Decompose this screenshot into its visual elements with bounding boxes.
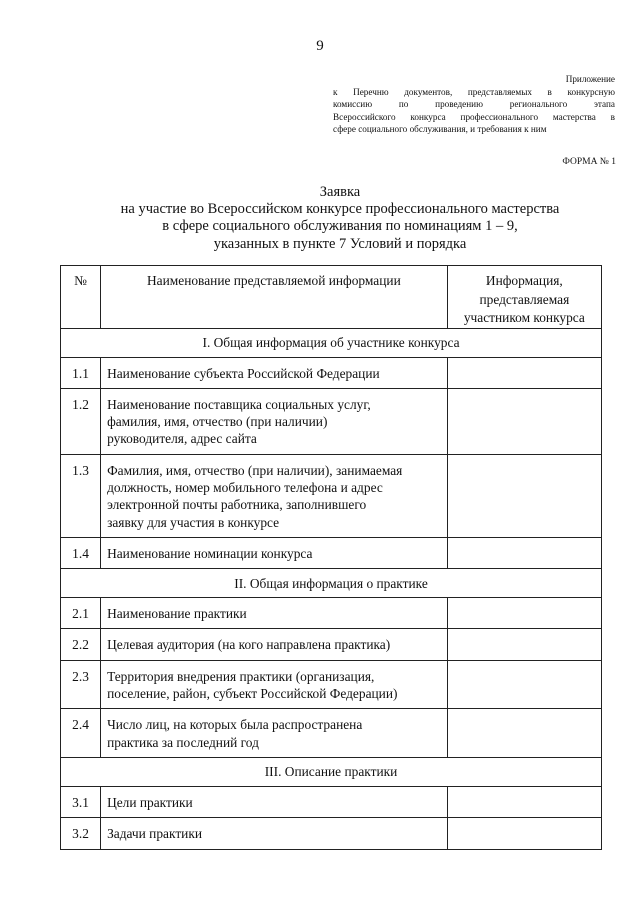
table-row [61,660,602,709]
table-row [61,629,602,660]
section-title: II. Общая информация о практике [61,569,602,598]
section-title: III. Описание практики [61,757,602,786]
row-answer-cell[interactable] [447,454,601,537]
title-line: указанных в пункте 7 Условий и порядка [213,235,467,252]
row-label-line: должность, номер мобильного телефона и адрес [107,479,383,495]
appendix-line: Приложение [565,74,615,84]
row-label: Наименование субъекта Российской Федерации [101,357,448,388]
table-row [61,454,602,537]
section-row [61,328,602,357]
header-line: представляемая [479,291,570,307]
row-label [101,709,448,758]
row-number: 2.4 [61,709,101,758]
row-number: 1.1 [61,357,101,388]
title-line: Заявка [319,184,361,200]
appendix-line: Всероссийского конкурса профессионального мастерства в [333,111,615,122]
title-line: в сфере социального обслуживания по номинациям 1 – 9, [162,218,518,235]
appendix-line: к Перечню документов, представляемых в конкурсную [333,86,615,97]
row-label [101,388,448,454]
row-number: 1.4 [61,537,101,568]
table-row [61,388,602,454]
table-row [61,786,602,817]
row-answer-cell[interactable] [447,388,601,454]
section-title: I. Общая информация об участнике конкурса [61,328,602,357]
table-row [61,598,602,629]
row-label-line: Территория внедрения практики (организация, [107,668,375,684]
row-label-line: заявку для участия в конкурсе [107,514,280,530]
table-row [61,709,602,758]
row-answer-cell[interactable] [447,598,601,629]
document-title [80,184,600,253]
row-label-line: практика за последний год [107,734,259,750]
row-number: 1.2 [61,388,101,454]
row-number: 2.1 [61,598,101,629]
row-label-line: электронной почты работника, заполнившего [107,497,367,513]
row-label-line: поселение, район, субъект Российской Федерации) [107,686,398,702]
row-label-line: Число лиц, на которых была распространена [107,717,363,733]
row-answer-cell[interactable] [447,660,601,709]
application-form-table [60,265,602,850]
row-number: 2.3 [61,660,101,709]
section-row [61,757,602,786]
row-label-line: фамилия, имя, отчество (при наличии) [107,414,328,430]
row-answer-cell[interactable] [447,709,601,758]
row-answer-cell[interactable] [447,357,601,388]
appendix-line: комиссию по проведению регионального этапа [333,99,615,110]
row-answer-cell[interactable] [447,537,601,568]
row-number: 1.3 [61,454,101,537]
row-label: Наименование номинации конкурса [101,537,448,568]
row-label: Целевая аудитория (на кого направлена практика) [101,629,448,660]
appendix-line: сфере социального обслуживания, и требования к ним [333,124,547,135]
row-label-line: Фамилия, имя, отчество (при наличии), занимаемая [107,462,403,478]
row-label: Задачи практики [101,818,448,849]
table-row [61,818,602,849]
header-line: участником конкурса [463,310,585,325]
header-participant-information [447,266,601,329]
title-line: на участие во Всероссийском конкурсе профессионального мастерства [120,201,560,218]
row-label [101,454,448,537]
page-number: 9 [316,38,324,54]
form-label: ФОРМА № 1 [562,157,616,167]
row-answer-cell[interactable] [447,786,601,817]
row-number: 2.2 [61,629,101,660]
row-answer-cell[interactable] [447,818,601,849]
row-label-line: руководителя, адрес сайта [107,431,257,447]
section-row [61,569,602,598]
header-information-name: Наименование представляемой информации [101,266,448,329]
header-number: № [61,266,101,329]
row-label-line: Наименование поставщика социальных услуг, [107,396,371,412]
row-label: Цели практики [101,786,448,817]
row-number: 3.2 [61,818,101,849]
table-row [61,357,602,388]
row-number: 3.1 [61,786,101,817]
header-line: Информация, [485,273,563,288]
appendix-block [333,73,615,136]
table-header-row [61,266,602,329]
row-answer-cell[interactable] [447,629,601,660]
table-row [61,537,602,568]
row-label: Наименование практики [101,598,448,629]
row-label [101,660,448,709]
